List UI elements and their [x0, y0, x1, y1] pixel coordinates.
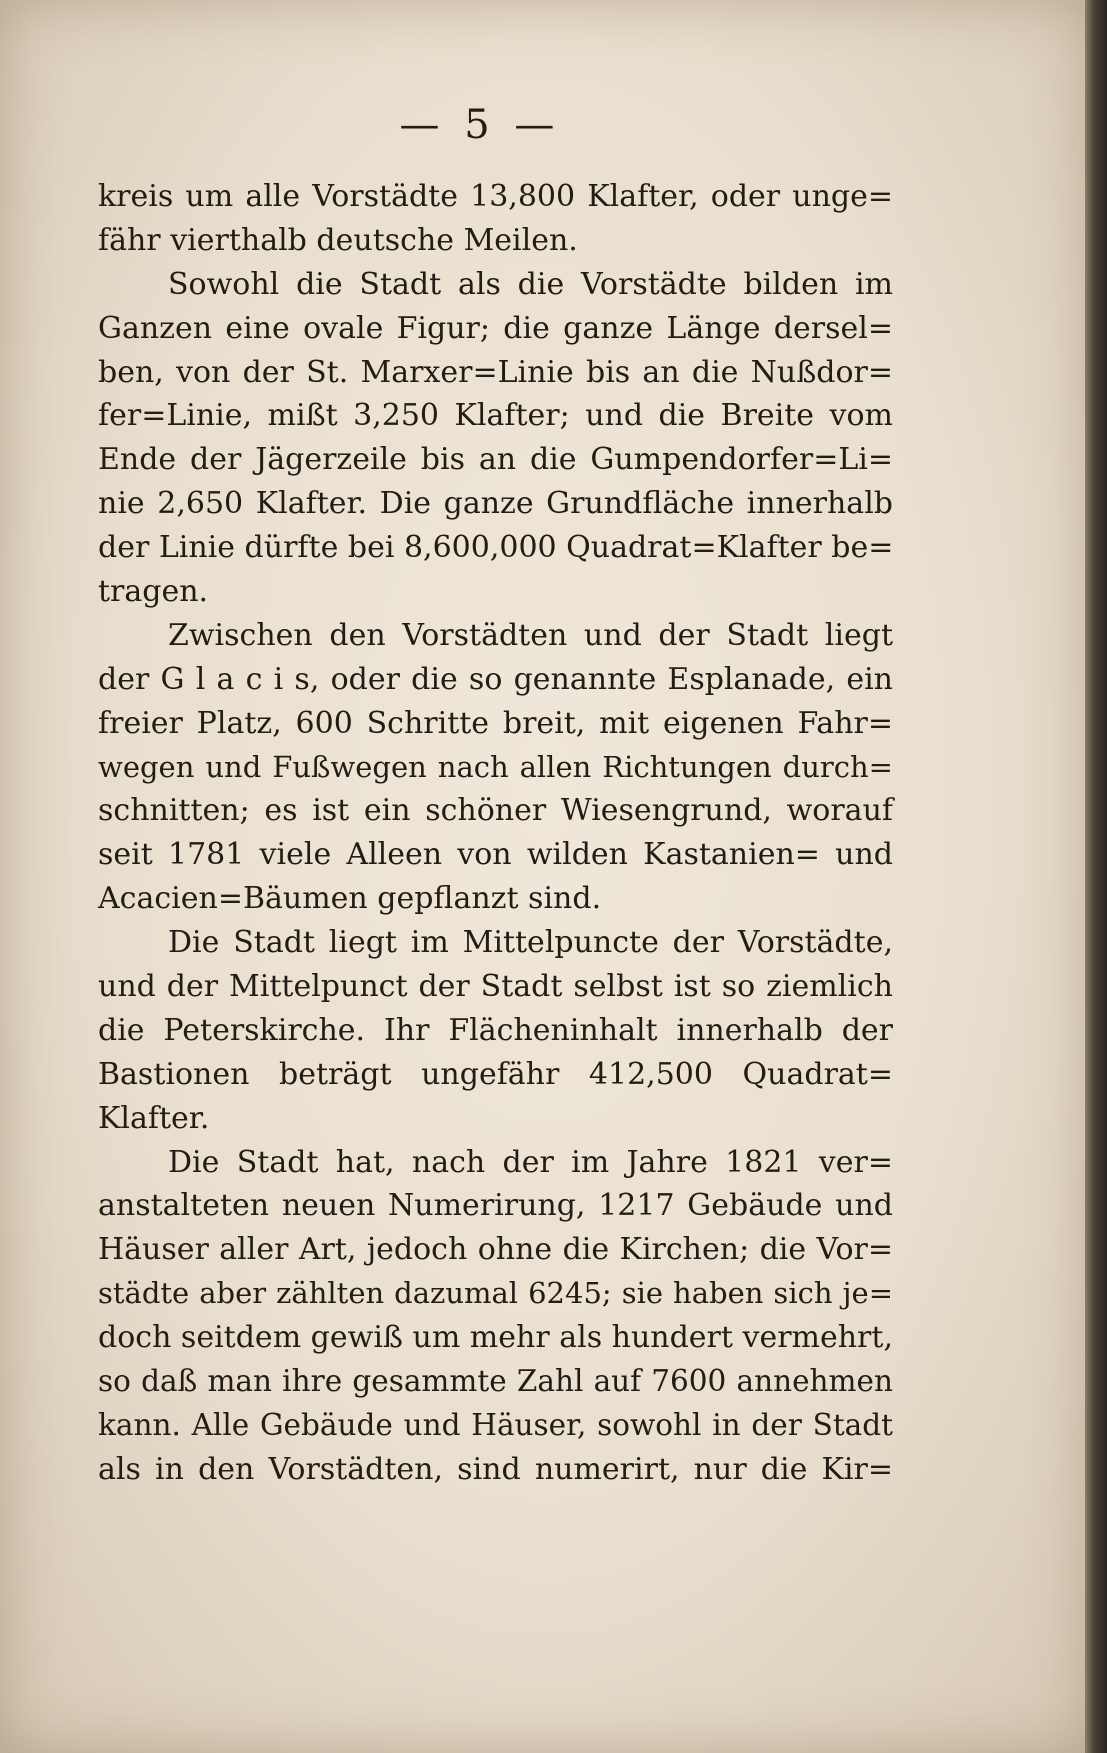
- text-line: der G l a c i s, oder die so genannte Esplanade, ein: [98, 661, 893, 697]
- text-line: Die Stadt liegt im Mittelpuncte der Vorstädte,: [168, 925, 893, 961]
- text-line: kreis um alle Vorstädte 13,800 Klafter, oder unge=: [98, 179, 893, 214]
- text-line: fähr vierthalb deutsche Meilen.: [98, 222, 578, 258]
- text-line: Ende der Jägerzeile bis an die Gumpendorfer=Li=: [98, 442, 893, 478]
- text-line: Häuser aller Art, jedoch ohne die Kirchen; die Vor=: [98, 1232, 893, 1268]
- text-line: wegen und Fußwegen nach allen Richtungen durch=: [98, 749, 893, 784]
- text-line: Sowohl die Stadt als die Vorstädte bilden im: [168, 266, 893, 302]
- text-line: so daß man ihre gesammte Zahl auf 7600 annehmen: [98, 1364, 893, 1399]
- text-line: tragen.: [98, 574, 209, 610]
- text-line: städte aber zählten dazumal 6245; sie haben sich je=: [98, 1276, 893, 1311]
- text-line: kann. Alle Gebäude und Häuser, sowohl in der Stadt: [98, 1407, 893, 1442]
- page-number: — 5 —: [399, 102, 561, 148]
- text-line: fer=Linie, mißt 3,250 Klafter; und die Breite vom: [98, 398, 893, 434]
- text-line: als in den Vorstädten, sind numerirt, nur die Kir=: [98, 1451, 893, 1487]
- text-line: die Peterskirche. Ihr Flächeninhalt innerhalb der: [98, 1012, 893, 1048]
- book-binding-edge: [1085, 0, 1107, 1753]
- text-line: Zwischen den Vorstädten und der Stadt liegt: [168, 617, 893, 653]
- text-line: Ganzen eine ovale Figur; die ganze Länge dersel=: [98, 310, 893, 346]
- text-line: Klafter.: [98, 1100, 210, 1136]
- text-line: ben, von der St. Marxer=Linie bis an die Nußdor=: [98, 354, 893, 390]
- text-line: freier Platz, 600 Schritte breit, mit eigenen Fahr=: [98, 705, 893, 741]
- text-line: anstalteten neuen Numerirung, 1217 Gebäude und: [98, 1188, 893, 1224]
- text-line: der Linie dürfte bei 8,600,000 Quadrat=Klafter be=: [98, 530, 894, 566]
- text-line: und der Mittelpunct der Stadt selbst ist so ziemlich: [98, 969, 893, 1005]
- text-line: Die Stadt hat, nach der im Jahre 1821 ver=: [168, 1144, 893, 1180]
- text-line: Bastionen beträgt ungefähr 412,500 Quadrat=: [98, 1056, 893, 1092]
- text-line: nie 2,650 Klafter. Die ganze Grundfläche innerhalb: [98, 486, 893, 522]
- body-text: [98, 175, 893, 1492]
- text-line: doch seitdem gewiß um mehr als hundert vermehrt,: [98, 1320, 893, 1356]
- text-line: schnitten; es ist ein schöner Wiesengrund, worauf: [98, 793, 893, 829]
- text-line: Acacien=Bäumen gepflanzt sind.: [98, 881, 602, 917]
- text-line: seit 1781 viele Alleen von wilden Kastanien= und: [98, 837, 893, 873]
